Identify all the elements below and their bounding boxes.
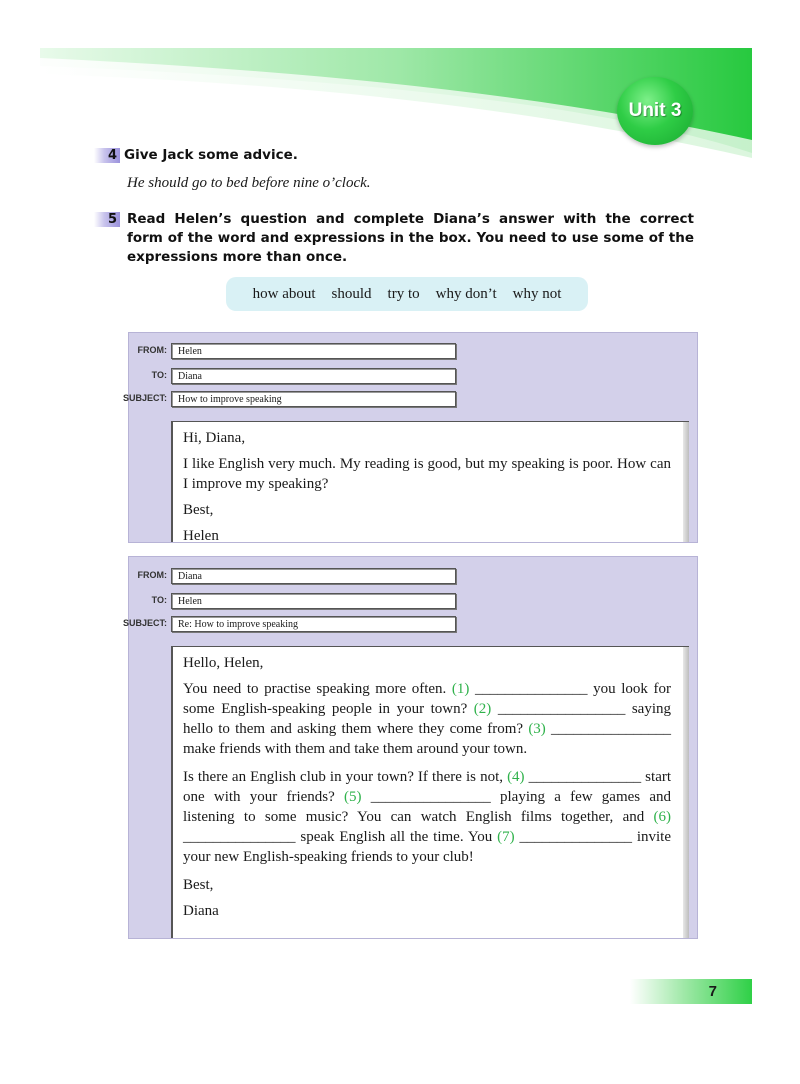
from-label: FROM:	[137, 345, 167, 355]
from-row	[129, 568, 697, 586]
task-4-example: He should go to bed before nine o’clock.	[127, 175, 371, 191]
body-text: Is there an English club in your town? If there is not,	[183, 769, 503, 785]
task-instruction: Read Helen’s question and complete Diana’s answer with the correct form of the word and expressions in the box. You need to use some of the expressions more than once.	[127, 211, 694, 265]
blank-number-6: (6)	[653, 809, 672, 825]
to-field[interactable]: Diana	[171, 368, 456, 384]
task-number-badge: 4	[94, 148, 120, 163]
email-closing: Best,	[183, 502, 214, 518]
to-row	[129, 368, 697, 386]
from-field[interactable]: Diana	[171, 568, 456, 584]
from-field[interactable]: Helen	[171, 343, 456, 359]
email-greeting: Hello, Helen,	[183, 655, 264, 671]
to-label: TO:	[151, 595, 167, 605]
word-box	[226, 277, 588, 311]
page-number: 7	[630, 979, 752, 1004]
email-paragraph-2	[183, 767, 675, 867]
task-instruction: Give Jack some advice.	[124, 147, 298, 163]
task-5-heading	[94, 210, 699, 270]
from-label: FROM:	[137, 570, 167, 580]
task-4-heading	[94, 146, 298, 165]
body-text: ________________ make friends with them and take them around your town.	[183, 721, 672, 757]
word-option: how about	[252, 285, 316, 302]
email-body	[171, 646, 689, 938]
word-option: try to	[387, 285, 420, 302]
task-number-badge: 5	[94, 212, 120, 227]
email-paragraph-1	[183, 679, 675, 759]
subject-row	[122, 391, 697, 409]
subject-field[interactable]: Re: How to improve speaking	[171, 616, 456, 632]
email-paragraph: I like English very much. My reading is good, but my speaking is poor. How can I improve my speaking?	[183, 456, 671, 492]
body-text: You need to practise speaking more often.	[183, 681, 447, 697]
blank-number-4: (4)	[507, 769, 525, 785]
email-signature: Helen	[183, 528, 219, 544]
blank-number-7: (7)	[497, 829, 515, 845]
word-option: why don’t	[435, 285, 497, 302]
subject-label: SUBJECT:	[122, 393, 167, 403]
body-text: _______________ speak English all the time. You	[183, 829, 493, 845]
word-option: should	[331, 285, 372, 302]
blank-number-1: (1)	[451, 681, 470, 697]
email-signature: Diana	[183, 903, 219, 919]
blank-number-2: (2)	[473, 701, 492, 717]
word-option: why not	[512, 285, 562, 302]
email-body	[171, 421, 689, 542]
subject-label: SUBJECT:	[122, 618, 167, 628]
email-helen	[122, 332, 698, 544]
body-text: _________________ saying hello to them and asking them where they come from?	[183, 701, 672, 737]
body-text: _______________ invite your new English-speaking friends to your club!	[183, 829, 671, 865]
email-diana	[122, 556, 698, 939]
blank-number-5: (5)	[344, 789, 362, 805]
body-text: _______________ you look for some English-speaking people in your town?	[183, 681, 671, 717]
body-text: ________________ playing a few games and listening to some music? You can watch English films together, and	[183, 789, 672, 825]
subject-row	[122, 616, 697, 634]
to-field[interactable]: Helen	[171, 593, 456, 609]
unit-badge: Unit 3	[617, 77, 693, 145]
body-text: _______________ start one with your friends?	[183, 769, 672, 805]
blank-number-3: (3)	[528, 721, 546, 737]
subject-field[interactable]: How to improve speaking	[171, 391, 456, 407]
to-row	[129, 593, 697, 611]
email-greeting: Hi, Diana,	[183, 430, 246, 446]
email-closing: Best,	[183, 877, 214, 893]
to-label: TO:	[151, 370, 167, 380]
from-row	[129, 343, 697, 361]
